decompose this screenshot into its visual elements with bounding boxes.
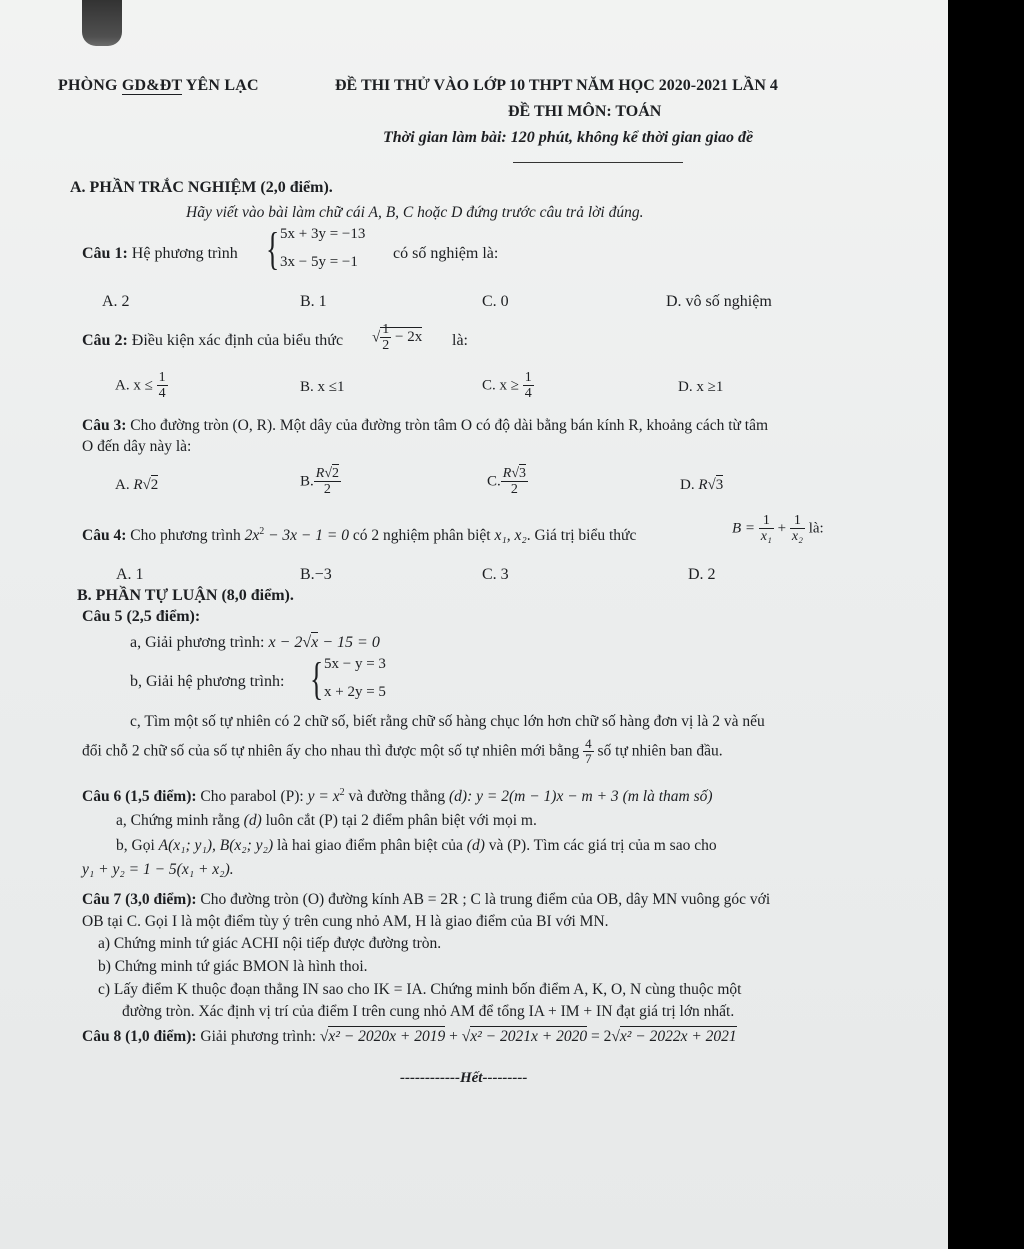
q6-condition: y₁ + y₂ = 1 − 5(x₁ + x₂). [82,861,234,878]
q8-prompt: Câu 8 (1,0 điểm): Giải phương trình: √x² − 2020x + 2019 + √x² − 2021x + 2020 = 2√x² − 2022x + 2021 [82,1028,737,1045]
q3-option-b: B. $\frac{R√2}{2}$ [300,466,340,498]
q1-option-a: A. 2 [102,293,130,310]
section-a-title: A. PHẦN TRẮC NGHIỆM (2,0 điểm). [70,179,333,196]
q7-a: a) Chứng minh tứ giác ACHI nội tiếp được đường tròn. [98,935,442,952]
department-name: PHÒNG GD&ĐT YÊN LẠC [58,77,259,94]
q2-option-b: B. x ≤1 [300,379,345,395]
q4-option-b: B.−3 [300,566,332,583]
q5-c-cont: đổi chỗ 2 chữ số của số tự nhiên ấy cho nhau thì được một số tự nhiên mới bằng $\frac{4}{7}$ số tự nhiên ban đầu. [82,736,723,767]
q5-c: c, Tìm một số tự nhiên có 2 chữ số, biết rằng chữ số hàng chục lớn hơn chữ số hàng đơn vị là 2 và nếu [130,713,765,730]
q5-b-system: { 5x − y = 3 x + 2y = 5 [310,653,386,704]
q1-system: { 5x + 3y = −13 3x − 5y = −1 [266,223,366,274]
q4-option-d: D. 2 [688,566,716,583]
q2-prompt: Câu 2: Điều kiện xác định của biểu thức [82,332,344,349]
end-marker: ------------Hết--------- [400,1070,528,1086]
q2-expression: √ $\frac{1}{2}$ − 2x [372,322,423,354]
binder-clip [82,0,122,46]
exam-duration: Thời gian làm bài: 120 phút, không kể thời gian giao đề [383,129,754,146]
q6-a: a, Chứng minh rằng (d) luôn cắt (P) tại 2 điểm phân biệt với mọi m. [116,812,537,829]
q3-prompt: Câu 3: Cho đường tròn (O, R). Một dây của đường tròn tâm O có độ dài bằng bán kính R, khoảng cách từ tâm [82,417,769,434]
q6-prompt: Câu 6 (1,5 điểm): Cho parabol (P): $y = x^2$ và đường thẳng (d): y = 2(m − 1)x − m + 3 (m là tham số) [82,787,713,806]
q1-option-d: D. vô số nghiệm [666,293,772,310]
q1-tail: có số nghiệm là: [393,245,499,262]
q1-prompt: Câu 1: Hệ phương trình [82,245,238,262]
q6-b: b, Gọi A(x₁; y₁), B(x₂; y₂) là hai giao điểm phân biệt của (d) và (P). Tìm các giá trị của m sao cho [116,837,717,854]
q4-expression: B = $\frac{1}{\text{x₁}}$ + $\frac{1}{\text{x₂}}$ là: [732,513,824,545]
q3-option-c: C. $\frac{R√3}{2}$ [487,466,527,498]
q3-prompt-cont: O đến dây này là: [82,438,192,455]
exam-title: ĐỀ THI THỬ VÀO LỚP 10 THPT NĂM HỌC 2020-2021 LẦN 4 [335,77,778,94]
q4-option-a: A. 1 [116,566,144,583]
section-b-title: B. PHẦN TỰ LUẬN (8,0 điểm). [77,587,294,604]
q5-title: Câu 5 (2,5 điểm): [82,608,201,625]
section-a-instruction: Hãy viết vào bài làm chữ cái A, B, C hoặc D đứng trước câu trả lời đúng. [186,204,644,221]
q3-option-a: A. R√2 [115,477,159,493]
q7-b: b) Chứng minh tứ giác BMON là hình thoi. [98,958,368,975]
q7-prompt: Câu 7 (3,0 điểm): Cho đường tròn (O) đường kính AB = 2R ; C là trung điểm của OB, dây MN vuông góc với [82,891,771,908]
q1-option-b: B. 1 [300,293,327,310]
q7-c: c) Lấy điểm K thuộc đoạn thẳng IN sao cho IK = IA. Chứng minh bốn điểm A, K, O, N cùng thuộc một [98,981,742,998]
q2-option-c: C. x ≥ $\frac{1}{4}$ [482,370,532,402]
q3-option-d: D. R√3 [680,477,724,493]
q2-option-a: A. x ≤ $\frac{1}{4}$ [115,370,166,402]
q7-c-cont: đường tròn. Xác định vị trí của điểm I trên cung nhỏ AM để tổng IA + IM + IN đạt giá trị lớn nhất. [122,1003,735,1020]
q4-prompt: Câu 4: Cho phương trình $2x^2 - 3x - 1 = 0$ có 2 nghiệm phân biệt x₁, x₂. Giá trị biểu thức [82,526,637,545]
q1-option-c: C. 0 [482,293,509,310]
q5-b-text: b, Giải hệ phương trình: [130,673,285,690]
q4-option-c: C. 3 [482,566,509,583]
q2-option-d: D. x ≥1 [678,379,724,395]
header-divider [513,162,683,163]
q2-tail: là: [452,332,468,349]
q7-prompt-cont: OB tại C. Gọi I là một điểm tùy ý trên cung nhỏ AM, H là giao điểm của BI với MN. [82,913,609,930]
exam-subject: ĐỀ THI MÔN: TOÁN [508,103,662,120]
q5-a: a, Giải phương trình: x − 2√x − 15 = 0 [130,634,380,651]
